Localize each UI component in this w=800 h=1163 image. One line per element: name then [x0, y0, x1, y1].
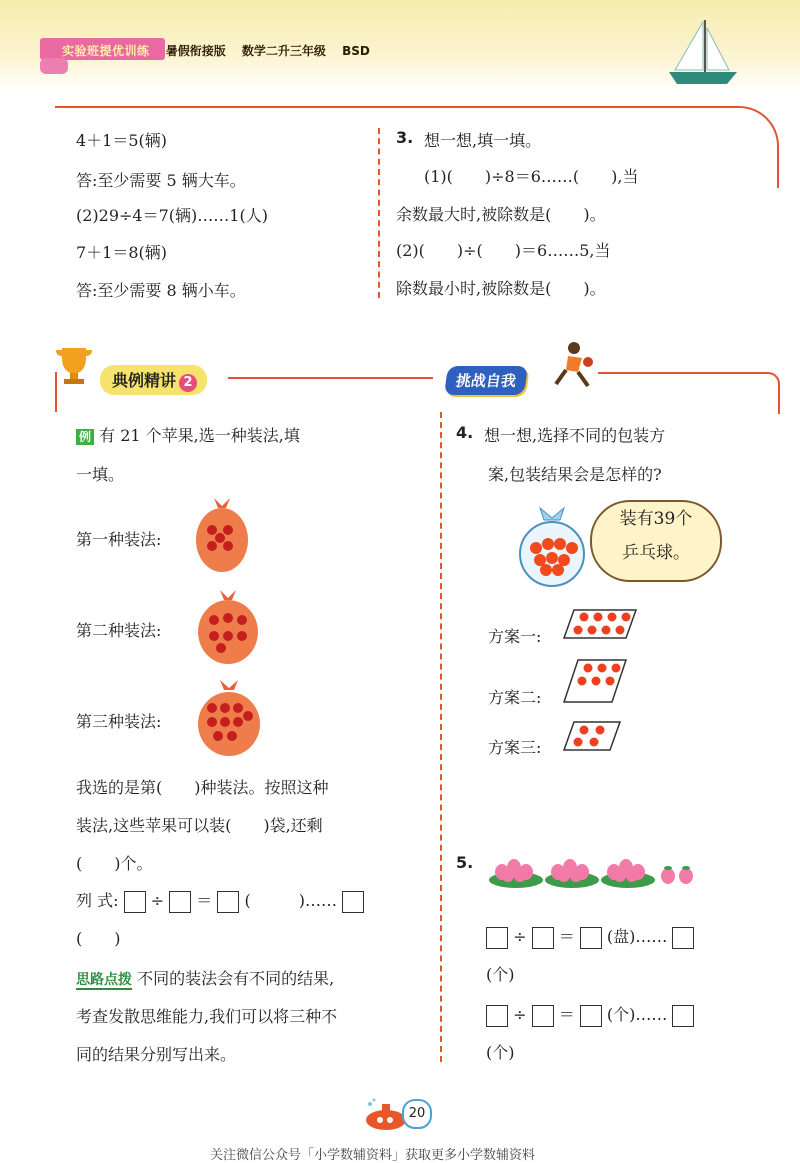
- section-rule-left: [55, 372, 57, 412]
- q5-formula-row: [486, 924, 694, 949]
- column-divider: [440, 412, 442, 1062]
- hint-label: 思路点拨: [76, 972, 132, 988]
- answer-line: 答:至少需要 5 辆大车。: [76, 171, 246, 190]
- edition-name: 暑假衔接版: [165, 44, 226, 58]
- ball-bag-icon: [516, 500, 586, 590]
- answer-line: (2)29÷4＝7(辆)……1(人): [76, 206, 268, 225]
- answer-box[interactable]: [486, 1005, 508, 1027]
- section-rule: [228, 377, 433, 379]
- example-line: 一填。: [76, 465, 125, 484]
- apple-bag-icon: [196, 586, 260, 666]
- plan-label: 方案三:: [488, 738, 542, 757]
- answer-box[interactable]: [486, 927, 508, 949]
- formula-label: 列 式:: [76, 891, 119, 910]
- grade-name: 数学二升三年级: [241, 44, 326, 58]
- answer-box[interactable]: [672, 1005, 694, 1027]
- equals-sign: ＝: [558, 1005, 575, 1024]
- q3-title: 想一想,填一填。: [424, 131, 542, 150]
- unit-each: (个)……: [606, 1005, 668, 1024]
- cloud-text: 乒乓球。: [622, 543, 690, 563]
- q3-number: 3.: [396, 128, 414, 147]
- q3-line: (2)( )÷( )＝6……5,当: [396, 241, 611, 260]
- section-rule-corner: [768, 372, 780, 414]
- hint-line: 同的结果分别写出来。: [76, 1045, 237, 1064]
- answer-box[interactable]: [124, 891, 146, 913]
- q5-formula-row: [486, 1002, 694, 1027]
- example-tag: 例: [76, 429, 94, 445]
- footer-text: 关注微信公众号「小学数辅资料」获取更多小学数辅资料: [210, 1148, 536, 1163]
- section-rule: [598, 372, 768, 374]
- q5-number: 5.: [456, 853, 474, 872]
- apple-bag-icon: [196, 678, 262, 758]
- runner-icon: [548, 340, 596, 392]
- equals-sign: ＝: [558, 927, 575, 946]
- unit-label: (个): [486, 965, 515, 984]
- trophy-icon: [52, 344, 96, 386]
- header-title: [62, 42, 382, 59]
- sailboat-icon: [655, 18, 745, 88]
- divide-sign: ÷: [513, 1005, 527, 1024]
- divide-sign: ÷: [150, 891, 165, 910]
- example-text: 有 21 个苹果,选一种装法,填: [99, 426, 300, 445]
- remainder-paren: ( )……: [244, 891, 337, 910]
- answer-box[interactable]: [672, 927, 694, 949]
- q3-line: 除数最小时,被除数是( )。: [396, 279, 606, 298]
- cloud-text: 装有39个: [619, 509, 693, 529]
- answer-box[interactable]: [532, 1005, 554, 1027]
- answer-line: 7＋1＝8(辆): [76, 243, 168, 262]
- hint-text: 不同的装法会有不同的结果,: [137, 969, 335, 988]
- peach-plates-icon: [488, 854, 698, 890]
- method-label: 第二种装法:: [76, 621, 162, 640]
- method-label: 第三种装法:: [76, 712, 162, 731]
- formula-row: [76, 888, 364, 913]
- answer-box[interactable]: [532, 927, 554, 949]
- equals-sign: ＝: [196, 891, 213, 910]
- answer-line: 答:至少需要 8 辆小车。: [76, 281, 246, 300]
- q4-text: 想一想,选择不同的包装方: [484, 426, 666, 445]
- answer-text: ( )个。: [76, 854, 153, 873]
- publisher-name: BSD: [342, 44, 370, 58]
- example-section-number: 2: [179, 374, 197, 392]
- unit-label: (个): [486, 1043, 515, 1062]
- example-section-text: 典例精讲: [112, 371, 177, 390]
- answer-box[interactable]: [217, 891, 239, 913]
- example-line: [76, 423, 300, 446]
- q4-number: 4.: [456, 423, 474, 442]
- hint-line: [76, 966, 334, 989]
- page-number: 20: [402, 1099, 432, 1129]
- answer-box[interactable]: [580, 1005, 602, 1027]
- answer-text: 装法,这些苹果可以装( )袋,还剩: [76, 816, 323, 835]
- divide-sign: ÷: [513, 927, 527, 946]
- answer-text: 我选的是第( )种装法。按照这种: [76, 778, 329, 797]
- unit-plate: (盘)……: [606, 927, 668, 946]
- hint-line: 考查发散思维能力,我们可以将三种不: [76, 1007, 338, 1026]
- header-decoration-blob: [40, 58, 68, 74]
- plan-label: 方案一:: [488, 627, 542, 646]
- answer-box[interactable]: [580, 927, 602, 949]
- q4-text: 案,包装结果会是怎样的?: [488, 465, 662, 484]
- box-4-icon: [560, 718, 624, 756]
- column-divider: [378, 128, 380, 298]
- series-name: 实验班提优训练: [62, 44, 150, 58]
- method-label: 第一种装法:: [76, 530, 162, 549]
- answer-box[interactable]: [169, 891, 191, 913]
- challenge-label: 挑战自我: [444, 366, 528, 395]
- answer-box[interactable]: [342, 891, 364, 913]
- q3-line: (1)( )÷8＝6……( ),当: [424, 167, 639, 186]
- q3-line: 余数最大时,被除数是( )。: [396, 205, 606, 224]
- apple-bag-icon: [194, 494, 250, 574]
- plan-label: 方案二:: [488, 688, 542, 707]
- example-section-label: [100, 365, 207, 395]
- speech-cloud: [590, 500, 722, 582]
- box-6-icon: [560, 656, 630, 708]
- answer-line: 4＋1＝5(辆): [76, 131, 168, 150]
- box-8-icon: [560, 606, 640, 646]
- formula-tail: ( ): [76, 929, 121, 948]
